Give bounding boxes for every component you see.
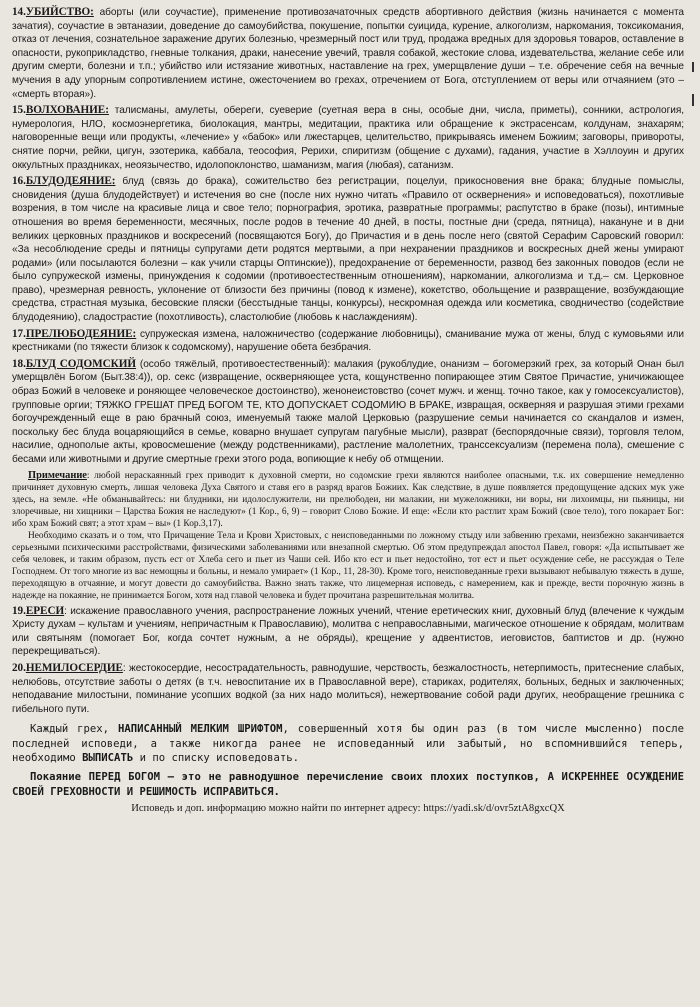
section-text: блуд (связь до брака), сожительство без регистрации, поцелуи, прикосновения вне брака; блудные помыслы, сновидения (душа блудодействует) и истечения во сне (после них нужно читать «Правило от осквернения» и исповедоваться), похотливые возрения, в том числе на красивые лица и свое тело; порнография, эротика, развратные программы; распутство в браке (позы), интимные отношения во время беременности, месячных, после родов в течение 40 дней, в посты, постные дни (среда, пятница), накануне и в дни великих церковных праздников и воскресений (посвящаются Богу), до Причастия и в день после него (святой Серафим Саровский говорил: «За несоблюдение среды и пятницы супругами дети родятся мертвыми, а при нехранении праздников и воскресных дней жены умирают родами» (или посылаются болезни – как учили старцы Оптинские)), предохранение от беременности, развод без законных поводов (если не было супружеской измены, принуждения к содомии (противоестественным отношениям), наркомании, алкоголизма и т.д.– см. Церковное право), чрезмерная ревность, уклонение от близости без причины (повод к измене), кокетство, обольщение и развращение, возбуждающие средства, страстная музыка, бесовские пляски (бесстыдные танцы, конкурсы), нескромная одежда или косметика, сводничество (содействие блудодеянию), сладострастие (похотливость), сластолюбие (любовь к наслаждениям). bbox=[12, 176, 684, 324]
section-16 bbox=[12, 175, 684, 325]
section-14 bbox=[12, 6, 684, 101]
final-text: и по списку исповедовать. bbox=[133, 751, 300, 764]
repentance-emphasis: ПЕРЕД БОГОМ bbox=[88, 771, 161, 784]
section-20 bbox=[12, 662, 684, 716]
section-text: : искажение православного учения, распространение ложных учений, чтение еретических книг, духовный блуд (влечение к чуждым Христу духам – культам и учениям, непричастным к Православию), молитва с неправославными, магическое отношение к обрядам, молитвам или святыням (помогает Бог, когда сочтет нужным, а не обряды), крещение у адвентистов, иеговистов, баптистов и др. (нужно перекрещиваться). bbox=[12, 605, 684, 658]
section-number: 19. bbox=[12, 604, 26, 617]
section-title: БЛУД СОДОМСКИЙ bbox=[25, 357, 137, 370]
section-number: 20. bbox=[12, 661, 26, 674]
repentance-statement bbox=[12, 770, 684, 799]
section-15 bbox=[12, 104, 684, 172]
section-title: ПРЕЛЮБОДЕЯНИЕ: bbox=[25, 327, 137, 340]
margin-mark bbox=[692, 94, 694, 106]
section-title: УБИЙСТВО: bbox=[25, 6, 94, 18]
final-emphasis: НАПИСАННЫЙ МЕЛКИМ ШРИФТОМ bbox=[117, 723, 283, 736]
section-19 bbox=[12, 605, 684, 659]
repentance-emphasis: А ИСКРЕННЕЕ ОСУЖДЕНИЕ СВОЕЙ ГРЕХОВНОСТИ И РЕШИМОСТЬ ИСПРАВИТЬСЯ. bbox=[12, 771, 684, 798]
document-page bbox=[8, 0, 688, 1007]
section-title: НЕМИЛОСЕРДИЕ bbox=[25, 661, 123, 674]
section-text: (особо тяжёлый, противоестественный): малакия (рукоблудие, онанизм – богомерзкий грех, за который Онан был умерщвлён Богом (Быт.38:4)), ор. секс (извращение, оскверняющее уста, кощунственно попирающее этим Святое Причастие, уничижающее образ Божий в человеке и роняющее человеческое достоинство), женонеистовство (сочет мужч. и женщ. точно такое, как у гомосексуалистов), групповые оргии; ТЯЖКО ГРЕШАТ ПРЕД БОГОМ ТЕ, КТО ДОПУСКАЕТ СОДОМИЮ В БРАКЕ, извращая, оскверняя и разрушая этими грехами богоучрежденный еще в раю брачный союз, именуемый также малой Церковью (разрушение семьи начинается со скандалов и измен, поскольку бес блуда воцаряющийся в семье, коварно внушает супругам пагубные мысли), разврат (беспорядочные связи), торговля телом, насилие, однополые акты, кровосмешение (между родственниками), растление малолетних, транссексуализм (перемена пола), смешение с бесами или животными и другие смертные грехи этого рода, вопиющие к небу об отмщении. bbox=[12, 358, 685, 465]
section-18 bbox=[12, 358, 684, 467]
section-17 bbox=[12, 328, 684, 355]
section-text: талисманы, амулеты, обереги, суеверие (суетная вера в сны, особые дни, числа, приметы), сонники, астрология, нумерология, НЛО, космоэнергетика, биолокация, мантры, медитации, практика или обращение к экстрасенсам, колдунам, знахарям; наговоренные вещи или продукты, «лечение» у «бабок» или лжестарцев, целительство, прикрываясь именем Божиим; заговоры, привороты, снятие порчи, рейки, цигун, эзотерика, каббала, теософия, Рерихи, спиритизм (общение с духами), гадания, участие в Хэллоуин и других оккультных праздниках, неоязычество, идолопоклонство, шаманизм, магия (любая), сатанизм. bbox=[12, 105, 684, 171]
note-paragraph-2: Необходимо сказать и о том, что Причащение Тела и Крови Христовых, с неисповеданными по ложному стыду или забвению грехами, неизбежно заканчивается серьезными психическими расстройствами, физическими заболеваниями или внезапной смертью. Об этом предупреждал апостол Павел, говоря: «Да испытывает же себя человек, и таким образом, пусть ест от Хлеба сего и пьет из Чаши сей. Ибо кто ест и пьет недостойно, тот ест и пьет осуждение себе, не рассуждая о Теле Господнем. От того многие из вас немощны и больны, и немало умирает» (1 Кор., 11, 28-30). Кроме того, неисповеданные грехи вызывают небывалую тяжесть в душе, переходящую в отчаяние, и могут довести до самоубийства. Важно знать также, что лицемерная исповедь, с намерением, как и прежде, вести порочную жизнь в надежде на покаяние, не принимается Богом, хотя над главой человека и будет прочитана разрешительная молитва. bbox=[12, 530, 684, 601]
note-title: Примечание bbox=[28, 469, 87, 481]
section-title: ВОЛХОВАНИЕ: bbox=[25, 104, 109, 117]
note-paragraph-1: : любой нераскаянный грех приводит к духовной смерти, но содомские грехи являются наиболее опасными, т.к. их совершение немедленно причиняет духовную смерть, лишая человека Духа Святого и ставя его в разряд врагов Божиих. Как следствие, в душе появляется предощущение адских мук уже здесь, на земле. «Не обманывайтесь: ни блудники, ни идолослужители, ни прелюбодеи, ни малакии, ни мужеложники, ни воры, ни лихоимцы, ни пьяницы, ни злоречивые, ни хищники – Царства Божия не наследуют» (1 Кор., 6, 9) – говорит Слово Божие. И еще: «Если кто растлит храм Божий (свое тело), того покарает Бог: ибо храм Божий свят; а этот храм – вы» (1 Кор.3,17). bbox=[12, 470, 684, 529]
footer-link: Исповедь и доп. информацию можно найти по интернет адресу: https://yadi.sk/d/ovr5ztA8gxcQX bbox=[131, 802, 565, 814]
final-instruction bbox=[12, 722, 684, 765]
section-number: 14. bbox=[12, 6, 26, 18]
note-block bbox=[12, 470, 684, 602]
margin-mark bbox=[692, 62, 694, 72]
final-text: , совершенный хотя бы один раз (в том числе мысленно) после последней исповеди, а также никогда ранее не исповеданный или забытый, но вспомнившийся теперь, необходимо bbox=[12, 723, 684, 764]
section-text: супружеская измена, наложничество (содержание любовницы), сманивание мужа от жены, блуд с кумовьями или крестниками (по тяжести близок к содомскому), нарушение обета безбрачия. bbox=[12, 328, 684, 354]
final-text: Каждый грех, bbox=[30, 723, 118, 736]
section-number: 16. bbox=[12, 175, 26, 188]
section-number: 18. bbox=[12, 357, 26, 370]
repentance-text: – это не равнодушное перечисление своих плохих поступков, bbox=[160, 771, 548, 784]
final-emphasis: ВЫПИСАТЬ bbox=[82, 751, 134, 764]
section-number: 17. bbox=[12, 327, 26, 340]
section-number: 15. bbox=[12, 104, 26, 117]
section-title: ЕРЕСИ bbox=[25, 604, 65, 617]
section-text: аборты (или соучастие), применение противозачаточных средств абортивного действия (жизнь начинается с момента зачатия), соучастие в эвтаназии, доведение до самоубийства, покушение, попытки суицида, курение, алкоголизм, наркомания, токсикомания, отказ от лечения, сознательное заражение других болезнью, чрезмерный пост или труд, продажа вредных для здоровья товаров, оставление в опасности, рукоприкладство, гневные толкания, драки, нанесение увечий, травля собакой, жестокие слова, издевательства, желание себе или другим смерти, болезни и т.п.; убийство или истязание животных, наставление на грех, умерщвление души – т.е. обречение себя на вечные мучения в аду упорным сопротивлением истине, ожесточением во грехах, отречением от Бога, отступлением от веры или отчаянием (это – «смерть вторая»). bbox=[12, 7, 684, 100]
section-text: : жестокосердие, несострадательность, равнодушие, черствость, безжалостность, нетерпимость, притеснение слабых, нелюбовь, отсутствие заботы о детях (в т.ч. невоспитание их в Православной вере), стариках, родителях, больных, бедных и заключенных; неподавание милостыни, поминание усопших водкой (за них надо молиться), нежертвование собой ради других, необращение грешника с гибельного пути. bbox=[12, 662, 684, 715]
repentance-text: Покаяние bbox=[30, 771, 89, 784]
section-title: БЛУДОДЕЯНИЕ: bbox=[25, 175, 116, 188]
